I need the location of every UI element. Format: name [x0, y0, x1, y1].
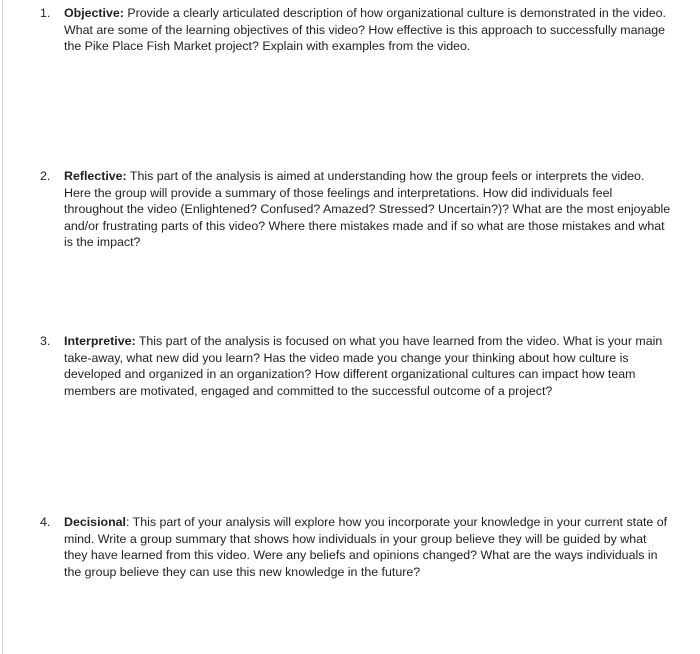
- list-item-text: This part of the analysis is focused on what you have learned from the video. What is your main take-away, what new did you learn? Has the video made you change your thinking about how culture is developed and organized in an organization? How different organizational cultures can impact how team members are motivated, engaged and committed to the successful outcome of a project?: [64, 334, 663, 398]
- list-item-text: : This part of your analysis will explore how you incorporate your knowledge in your current state of mind. Write a group summary that shows how individuals in your group believe they will be guided by what they have learned from this video. Were any beliefs and opinions changed? What are the ways individuals in the group believe they can use this new knowledge in the future?: [64, 515, 668, 579]
- list-item-body: [64, 333, 672, 399]
- list-item-decisional: [40, 514, 672, 580]
- list-item-text: Provide a clearly articulated description of how organizational culture is demonstrated in the video. What are some of the learning objectives of this video? How effective is this approach to successfully manage the Pike Place Fish Market project? Explain with examples from the video.: [64, 6, 666, 54]
- list-item-term: Objective:: [64, 6, 124, 20]
- list-item-body: [64, 168, 672, 251]
- list-item-body: [64, 514, 672, 580]
- list-item-number: 3.: [40, 334, 51, 348]
- list-item-term: Interpretive:: [64, 334, 136, 348]
- list-item-number: 4.: [40, 515, 51, 529]
- list-item-reflective: [40, 168, 672, 251]
- list-item-term: Reflective:: [64, 169, 127, 183]
- list-item-text: This part of the analysis is aimed at understanding how the group feels or interprets the video. Here the group will provide a summary of those feelings and interpretations. How did individuals feel throughout the video (Enlightened? Confused? Amazed? Stressed? Uncertain?)? What are the most enjoyable and/or frustrating parts of this video? Where there mistakes made and if so what are those mistakes and what is the impact?: [64, 169, 671, 250]
- list-item-interpretive: [40, 333, 672, 399]
- list-item-number: 2.: [40, 169, 51, 183]
- list-item-number: 1.: [40, 6, 51, 20]
- list-item-term: Decisional: [64, 515, 126, 529]
- page-edge-divider: [2, 0, 3, 654]
- list-item-body: [64, 5, 672, 55]
- list-item-objective: [40, 5, 672, 55]
